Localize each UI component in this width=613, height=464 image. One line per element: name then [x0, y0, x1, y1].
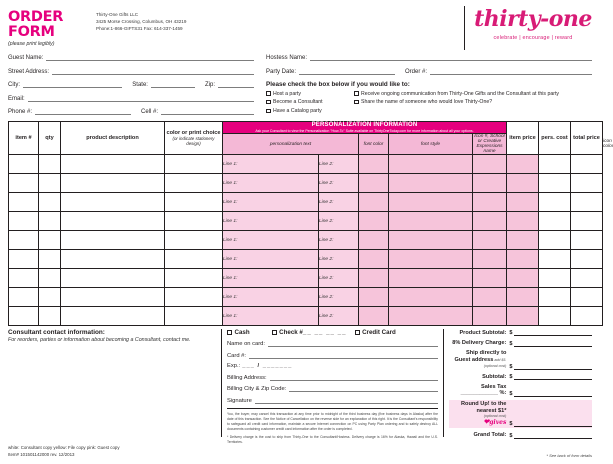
cell-icon-color[interactable]: [507, 269, 539, 288]
cell-line2[interactable]: [319, 269, 359, 288]
cell-font-style[interactable]: [389, 174, 473, 193]
totals-rows: [449, 329, 592, 439]
logo-tagline: celebrate | encourage | reward: [493, 35, 573, 41]
color-codes-text: white: Consultant copy yellow: File copy pink: Guest copy: [8, 444, 120, 450]
header-item-no: item #: [9, 122, 39, 155]
checkbox-icon[interactable]: [266, 91, 271, 96]
header-pers-cost: pers. cost: [539, 122, 571, 155]
cell-product-description[interactable]: [61, 231, 165, 250]
legal-divider: [227, 408, 438, 409]
total-amount-input[interactable]: [514, 373, 592, 380]
billing-address-input[interactable]: [270, 374, 438, 381]
field-card-number[interactable]: [227, 352, 438, 359]
total-amount-input[interactable]: [514, 363, 592, 370]
cell-font-style[interactable]: [389, 193, 473, 212]
cell-icon-school[interactable]: [473, 288, 507, 307]
cell-font-style[interactable]: [389, 288, 473, 307]
cell-icon-school[interactable]: [473, 269, 507, 288]
total-label: Sales Tax ____________ %:: [460, 383, 507, 397]
checkbox-label: Host a party: [273, 90, 301, 97]
table-row[interactable]: [9, 250, 603, 269]
payment-check-label: Check #: [279, 329, 303, 337]
checkbox-ongoing-communication[interactable]: [354, 91, 592, 99]
heart-icon: ❤: [483, 417, 490, 427]
cell-color-print-choice[interactable]: [165, 193, 223, 212]
cell-color-print-choice[interactable]: [165, 250, 223, 269]
cell-pers-cost[interactable]: [571, 307, 603, 326]
table-row[interactable]: [9, 307, 603, 326]
line2-label: Line 2:: [319, 256, 334, 262]
cell-pers-cost[interactable]: [571, 288, 603, 307]
cell-product-description[interactable]: [61, 269, 165, 288]
total-amount-input[interactable]: [514, 432, 592, 439]
total-amount-input[interactable]: [514, 329, 592, 336]
form-header: [8, 6, 592, 50]
checkbox-become-consultant[interactable]: [266, 99, 354, 107]
field-billing-city-zip[interactable]: [227, 385, 438, 392]
header-font-color: font color: [359, 134, 389, 155]
cell-item-no[interactable]: [9, 212, 39, 231]
form-code-text: Item# 101501142000 rev. 12/2013: [8, 451, 75, 457]
header-personalization-text: personalization text: [223, 134, 359, 155]
email-input[interactable]: [28, 95, 254, 102]
order-number-input[interactable]: [430, 68, 592, 75]
cell-product-description[interactable]: [61, 155, 165, 174]
cell-icon-color[interactable]: [507, 212, 539, 231]
line2-label: Line 2:: [319, 199, 334, 205]
cell-product-description[interactable]: [61, 250, 165, 269]
total-label: Grand Total:: [473, 432, 507, 439]
line2-label: Line 2:: [319, 161, 334, 167]
exp-input[interactable]: ___ / _______: [242, 363, 293, 370]
cell-icon-school[interactable]: [473, 174, 507, 193]
line2-label: Line 2:: [319, 237, 334, 243]
cell-font-style[interactable]: [389, 212, 473, 231]
footer-color-codes: [8, 444, 120, 458]
cell-qty[interactable]: [39, 288, 61, 307]
hostess-name-label: Hostess Name:: [266, 55, 308, 61]
cell-font-color[interactable]: [359, 212, 389, 231]
phone-label: Phone #:: [8, 109, 33, 115]
guest-name-label: Guest Name:: [8, 55, 44, 61]
cell-qty[interactable]: [39, 212, 61, 231]
cell-color-print-choice[interactable]: [165, 288, 223, 307]
table-row[interactable]: [9, 174, 603, 193]
header-title-block: [8, 6, 96, 47]
cell-icon-school[interactable]: [473, 250, 507, 269]
header-qty: qty: [39, 122, 61, 155]
table-row[interactable]: [9, 288, 603, 307]
cell-item-price[interactable]: [539, 231, 571, 250]
total-note: (optional cost): [483, 414, 507, 419]
checkbox-label: Receive ongoing communication from Thirty-One Gifts and the Consultant at this party: [361, 90, 559, 97]
cell-color-print-choice[interactable]: [165, 155, 223, 174]
total-label: Product Subtotal:: [459, 329, 507, 336]
cell-color-print-choice[interactable]: [165, 307, 223, 326]
name-on-card-input[interactable]: [268, 340, 438, 347]
checkbox-catalog-party[interactable]: [266, 108, 354, 116]
payment-method-options: [227, 329, 438, 336]
guest-name-input[interactable]: [46, 54, 254, 61]
legal-paragraph-1: You, the buyer, may cancel this transaction at any time prior to midnight of the third business day (five business days in Alaska) after the date of this transaction. See the Notice of Cancellation on the reverse side for an explanation of this right. It is the Consultant's responsibility to safeguard all credit card information, maintain a secure Internet connection on PC using Party Plan ordering and to safely destroy ALL documents containing customer credit card information after the order is completed.: [227, 412, 438, 431]
checkbox-column-right: [354, 91, 592, 117]
total-row[interactable]: [449, 373, 592, 380]
name-on-card-label: Name on card:: [227, 341, 266, 348]
cell-icon-school[interactable]: [473, 212, 507, 231]
header-icon-school: Icon #, School or Creative Expressions name: [474, 134, 505, 155]
totals-block: [444, 329, 592, 437]
company-name: Thirty-One Gifts LLC: [96, 12, 139, 17]
checkbox-icon[interactable]: [266, 100, 271, 105]
payment-block: [222, 329, 444, 444]
checkbox-section-title: Please check the box below if you would like to:: [266, 81, 410, 88]
total-row[interactable]: [449, 432, 592, 439]
table-header-row-2: personalization text font color font style Icon #, School or Creative Expressions name icon color: [9, 134, 603, 155]
consultant-contact-block: [8, 329, 222, 437]
currency-symbol: $: [509, 363, 513, 370]
city-input[interactable]: [23, 81, 122, 88]
line1-label: Line 1:: [223, 256, 238, 262]
cell-qty[interactable]: [39, 307, 61, 326]
checkbox-label: Share the name of someone who would love Thirty-One?: [361, 99, 493, 106]
cell-item-no[interactable]: [9, 250, 39, 269]
state-label: State:: [132, 82, 148, 88]
legal-paragraph-2: * Delivery charge is the cost to ship from Thirty-One to the Consultant/Hostess. Delivery charge is 16% for Alaska, Hawaii and the U.S. Territories.: [227, 434, 438, 444]
cell-line1[interactable]: [223, 212, 319, 231]
hostess-info-block: [260, 54, 592, 118]
cell-product-description[interactable]: [61, 193, 165, 212]
cell-qty[interactable]: [39, 174, 61, 193]
gives-logo: ❤gives: [483, 417, 507, 427]
currency-symbol: $: [509, 330, 513, 337]
see-back-note: * See back of form details: [546, 453, 592, 458]
cell-line1[interactable]: [223, 288, 319, 307]
cell-line1[interactable]: [223, 174, 319, 193]
cell-input[interactable]: [161, 108, 254, 115]
total-label: Round Up! to the nearest $1*: [461, 401, 507, 414]
cell-line2[interactable]: [319, 174, 359, 193]
field-email[interactable]: [8, 95, 254, 102]
check-number-input[interactable]: __ __ __ __: [302, 329, 347, 337]
total-row[interactable]: [449, 350, 592, 369]
party-date-input[interactable]: [299, 68, 395, 75]
color-choice-sub: (or indicate stationery design): [172, 135, 215, 147]
cell-product-description[interactable]: [61, 307, 165, 326]
customer-info-section: [8, 54, 592, 118]
table-row[interactable]: [9, 231, 603, 250]
checkbox-icon[interactable]: [272, 330, 277, 335]
cell-pers-cost[interactable]: [571, 212, 603, 231]
street-address-input[interactable]: [52, 68, 254, 75]
form-bottom-section: [8, 329, 592, 444]
total-row[interactable]: [449, 400, 592, 428]
cell-pers-cost[interactable]: [571, 231, 603, 250]
field-party-date-order[interactable]: [266, 68, 592, 75]
cell-icon-school[interactable]: [473, 193, 507, 212]
cell-line2[interactable]: [319, 250, 359, 269]
cell-item-no[interactable]: [9, 288, 39, 307]
company-contact: Phone:1-866-GIFTS31 Fax: 614-337-1459: [96, 26, 183, 32]
cell-line2[interactable]: [319, 307, 359, 326]
cell-item-price[interactable]: [539, 174, 571, 193]
cell-label: Cell #:: [141, 109, 159, 115]
company-address-block: [96, 6, 464, 32]
cell-pers-cost[interactable]: [571, 174, 603, 193]
cell-line1[interactable]: [223, 269, 319, 288]
cell-item-no[interactable]: [9, 269, 39, 288]
total-amount-input[interactable]: [514, 420, 592, 427]
table-row[interactable]: [9, 269, 603, 288]
color-choice-main: color or print choice: [166, 129, 221, 136]
cell-font-style[interactable]: [389, 231, 473, 250]
line1-label: Line 1:: [223, 313, 238, 319]
cell-line2[interactable]: [319, 288, 359, 307]
table-row[interactable]: [9, 212, 603, 231]
checkbox-icon[interactable]: [266, 109, 271, 114]
checkbox-label: Become a Consultant: [273, 99, 323, 106]
checkbox-share-name[interactable]: [354, 99, 592, 107]
cell-qty[interactable]: [39, 269, 61, 288]
currency-symbol: $: [509, 340, 513, 347]
line1-label: Line 1:: [223, 237, 238, 243]
payment-credit-card-label: Credit Card: [362, 329, 396, 337]
line1-label: Line 1:: [223, 275, 238, 281]
checkbox-column-left: [266, 91, 354, 117]
header-font-style: font style: [389, 134, 473, 155]
cell-icon-color[interactable]: [507, 288, 539, 307]
cell-icon-color[interactable]: [507, 231, 539, 250]
cell-item-price[interactable]: [539, 269, 571, 288]
party-date-label: Party Date:: [266, 68, 297, 75]
cell-font-color[interactable]: [359, 250, 389, 269]
line2-label: Line 2:: [319, 218, 334, 224]
personalization-banner-subtitle: Ask your Consultant to view the Personalization "How-To" Suite available on ThirtyOneToday.com for more information about all your options.: [255, 129, 474, 133]
cell-line2[interactable]: [319, 231, 359, 250]
cell-color-print-choice[interactable]: [165, 269, 223, 288]
consultant-contact-title: Consultant contact information:: [8, 329, 105, 337]
cell-item-no[interactable]: [9, 155, 39, 174]
header-color-print-choice: [165, 122, 223, 155]
cell-line1[interactable]: [223, 231, 319, 250]
order-items-table: [8, 121, 613, 326]
total-amount-input[interactable]: [514, 340, 592, 347]
currency-symbol: $: [509, 432, 513, 439]
line1-label: Line 1:: [223, 218, 238, 224]
page-title: ORDER FORM: [8, 9, 64, 40]
checkbox-icon[interactable]: [354, 100, 359, 105]
personalization-banner: [223, 122, 507, 134]
cell-line2[interactable]: [319, 212, 359, 231]
currency-symbol: $: [509, 390, 513, 397]
cell-item-price[interactable]: [539, 212, 571, 231]
signature-input[interactable]: [255, 397, 438, 404]
total-amount-input[interactable]: [514, 390, 592, 397]
cell-pers-cost[interactable]: [571, 155, 603, 174]
cell-font-color[interactable]: [359, 155, 389, 174]
cell-line1[interactable]: [223, 307, 319, 326]
cell-icon-color[interactable]: [507, 174, 539, 193]
cell-item-price[interactable]: [539, 288, 571, 307]
logo-wordmark: thirty-one: [474, 6, 592, 32]
company-street: 3425 Morse Crossing, Columbus, OH 43219: [96, 19, 187, 25]
field-exp[interactable]: [227, 363, 438, 369]
guest-info-block: [8, 54, 260, 118]
cell-font-style[interactable]: [389, 307, 473, 326]
cell-font-color[interactable]: [359, 307, 389, 326]
total-label: Ship directly to Guest address: [454, 350, 507, 363]
field-phone-cell[interactable]: [8, 108, 254, 115]
cell-product-description[interactable]: [61, 288, 165, 307]
cell-font-style[interactable]: [389, 250, 473, 269]
table-row[interactable]: [9, 193, 603, 212]
cell-font-color[interactable]: [359, 231, 389, 250]
cell-qty[interactable]: [39, 193, 61, 212]
phone-input[interactable]: [35, 108, 131, 115]
cell-item-no[interactable]: [9, 193, 39, 212]
cell-line1[interactable]: [223, 250, 319, 269]
checkbox-options: [266, 91, 592, 117]
state-input[interactable]: [151, 81, 195, 88]
cell-icon-color[interactable]: [507, 155, 539, 174]
table-body: [9, 155, 603, 326]
checkbox-icon[interactable]: [355, 330, 360, 335]
order-number-label: Order #:: [405, 68, 428, 75]
total-note: add $5. (optional cost): [483, 357, 507, 369]
cell-font-color[interactable]: [359, 174, 389, 193]
line2-label: Line 2:: [319, 275, 334, 281]
billing-city-zip-label: Billing City & Zip Code:: [227, 386, 287, 393]
city-label: City:: [8, 82, 20, 88]
signature-label: Signature: [227, 397, 252, 404]
field-billing-address[interactable]: [227, 374, 438, 381]
card-number-label: Card #:: [227, 352, 247, 359]
total-label: 8% Delivery Charge:: [452, 340, 507, 347]
field-city-state-zip[interactable]: [8, 81, 254, 88]
total-row[interactable]: [449, 340, 592, 347]
header-total-price: total price: [571, 122, 603, 155]
line2-label: Line 2:: [319, 180, 334, 186]
cell-qty[interactable]: [39, 250, 61, 269]
cell-line1[interactable]: [223, 155, 319, 174]
line2-label: Line 2:: [319, 313, 334, 319]
total-row[interactable]: [449, 384, 592, 397]
header-item-price: item price: [507, 122, 539, 155]
zip-label: Zip:: [204, 82, 215, 88]
consultant-contact-subtitle: For reorders, parties or information about becoming a Consultant, contact me.: [8, 337, 191, 344]
billing-city-zip-input[interactable]: [289, 385, 438, 392]
cell-line2[interactable]: [319, 155, 359, 174]
field-guest-name[interactable]: [8, 54, 254, 61]
table-header-row-1: [9, 122, 603, 134]
cell-pers-cost[interactable]: [571, 250, 603, 269]
exp-label: Exp.:: [227, 363, 241, 370]
cell-product-description[interactable]: [61, 212, 165, 231]
cell-pers-cost[interactable]: [571, 193, 603, 212]
payment-cash-label: Cash: [234, 329, 250, 337]
cell-qty[interactable]: [39, 155, 61, 174]
field-street-address[interactable]: [8, 68, 254, 75]
field-name-on-card[interactable]: [227, 340, 438, 347]
card-number-input[interactable]: [249, 352, 438, 359]
currency-symbol: $: [509, 421, 513, 428]
cell-line1[interactable]: [223, 193, 319, 212]
line2-label: Line 2:: [319, 294, 334, 300]
currency-symbol: $: [509, 374, 513, 381]
cell-item-price[interactable]: [539, 155, 571, 174]
cell-item-price[interactable]: [539, 307, 571, 326]
personalization-banner-title: PERSONALIZATION INFORMATION: [311, 122, 418, 128]
cell-icon-color[interactable]: [507, 307, 539, 326]
cell-item-price[interactable]: [539, 193, 571, 212]
cell-font-style[interactable]: [389, 269, 473, 288]
hostess-name-input[interactable]: [310, 54, 592, 61]
page-subtitle: (please print legibly): [8, 41, 55, 47]
checkbox-host-a-party[interactable]: [266, 91, 354, 99]
billing-address-label: Billing Address:: [227, 374, 267, 381]
cell-color-print-choice[interactable]: [165, 212, 223, 231]
cell-icon-school[interactable]: [473, 307, 507, 326]
cell-color-print-choice[interactable]: [165, 174, 223, 193]
cell-icon-school[interactable]: [473, 231, 507, 250]
email-label: Email:: [8, 95, 25, 102]
cell-font-color[interactable]: [359, 288, 389, 307]
cell-font-color[interactable]: [359, 269, 389, 288]
field-hostess-name[interactable]: [266, 54, 592, 61]
cell-item-price[interactable]: [539, 250, 571, 269]
cell-item-no[interactable]: [9, 307, 39, 326]
line1-label: Line 1:: [223, 199, 238, 205]
cell-icon-color[interactable]: [507, 250, 539, 269]
brand-logo: [464, 6, 592, 50]
header-product-description: product description: [61, 122, 165, 155]
cell-color-print-choice[interactable]: [165, 231, 223, 250]
checkbox-icon[interactable]: [227, 330, 232, 335]
cell-icon-school[interactable]: [473, 155, 507, 174]
cell-product-description[interactable]: [61, 174, 165, 193]
field-signature[interactable]: [227, 397, 438, 404]
street-address-label: Street Address:: [8, 68, 50, 75]
legal-text-block: [227, 408, 438, 445]
total-row[interactable]: [449, 329, 592, 336]
cell-qty[interactable]: [39, 231, 61, 250]
line1-label: Line 1:: [223, 180, 238, 186]
total-label: Subtotal:: [482, 373, 507, 380]
table-row[interactable]: [9, 155, 603, 174]
cell-item-no[interactable]: [9, 231, 39, 250]
line1-label: Line 1:: [223, 294, 238, 300]
zip-input[interactable]: [218, 81, 254, 88]
cell-font-style[interactable]: [389, 155, 473, 174]
cell-item-no[interactable]: [9, 174, 39, 193]
cell-icon-color[interactable]: [507, 193, 539, 212]
cell-pers-cost[interactable]: [571, 269, 603, 288]
cell-line2[interactable]: [319, 193, 359, 212]
checkbox-icon[interactable]: [354, 91, 359, 96]
checkbox-label: Have a Catalog party: [273, 108, 322, 115]
cell-font-color[interactable]: [359, 193, 389, 212]
line1-label: Line 1:: [223, 161, 238, 167]
